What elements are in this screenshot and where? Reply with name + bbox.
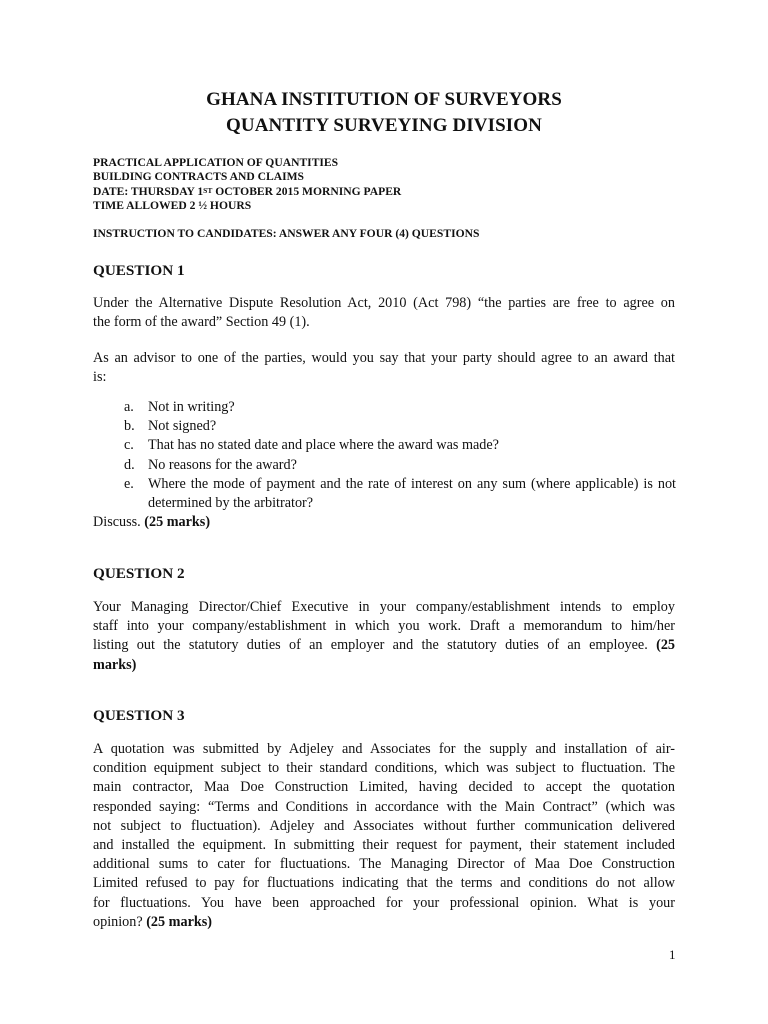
list-item	[124, 475, 676, 513]
list-marker: d.	[124, 456, 135, 473]
q3-line: not subject to fluctuation). Adjeley and Associates without further communication delivered	[93, 817, 675, 834]
q2-line: Your Managing Director/Chief Executive in your company/establishment intends to employ	[93, 599, 675, 615]
list-item	[124, 417, 676, 436]
q1-intro-line: the form of the award” Section 49 (1).	[93, 314, 310, 331]
institution-title: GHANA INSTITUTION OF SURVEYORS	[206, 89, 562, 110]
question-2-heading: QUESTION 2	[93, 565, 185, 582]
question-2-body	[93, 598, 675, 675]
q3-last-line	[93, 913, 675, 932]
question-3-body	[93, 740, 675, 932]
q2-line-text: listing out the statutory duties of an employer and the statutory duties of an employee.	[93, 637, 648, 654]
date-suffix: OCTOBER 2015 MORNING PAPER	[212, 184, 402, 198]
subject-line-1: PRACTICAL APPLICATION OF QUANTITIES	[93, 156, 339, 169]
list-marker: b.	[124, 418, 135, 435]
q3-line: and installed the equipment. In submitting their request for payment, their statement included	[93, 837, 675, 854]
time-allowed: TIME ALLOWED 2 ½ HOURS	[93, 199, 252, 213]
date-superscript: ST	[203, 185, 213, 195]
list-item-text: No reasons for the award?	[148, 456, 297, 473]
q3-line: A quotation was submitted by Adjeley and Associates for the supply and installation of air-	[93, 741, 675, 757]
discuss-label: Discuss.	[93, 514, 141, 530]
question-1-intro	[93, 294, 675, 332]
q3-line: additional sums to cater for fluctuations. The Managing Director of Maa Doe Construction	[93, 856, 675, 873]
list-item	[124, 456, 676, 475]
question-1-heading: QUESTION 1	[93, 262, 185, 279]
q3-line: for fluctuations. You have been approached for your professional opinion. What is your	[93, 894, 675, 911]
q2-line: staff into your company/establishment in which you work. Draft a memorandum to him/her	[93, 618, 675, 635]
exam-date	[93, 185, 401, 199]
subject-line-2: BUILDING CONTRACTS AND CLAIMS	[93, 170, 304, 184]
list-marker: c.	[124, 437, 134, 454]
exam-meta	[93, 156, 401, 214]
list-item-text: Where the mode of payment and the rate of interest on any sum (where applicable) is not determined by the arbitrator?	[148, 475, 676, 512]
question-3-heading: QUESTION 3	[93, 707, 185, 724]
question-1-discuss	[93, 513, 675, 532]
candidate-instruction: INSTRUCTION TO CANDIDATES: ANSWER ANY FOUR (4) QUESTIONS	[93, 227, 480, 240]
marks-label: (25 marks)	[144, 514, 211, 530]
q3-line: responded saying: “Terms and Conditions in accordance with the Main Contract” (which was	[93, 798, 675, 815]
q3-line: main contractor, Maa Doe Construction Limited, having decided to accept the quotation	[93, 779, 675, 796]
q1-intro-line: Under the Alternative Dispute Resolution Act, 2010 (Act 798) “the parties are free to agree on	[93, 295, 675, 311]
list-marker: a.	[124, 399, 134, 415]
list-item-text: Not signed?	[148, 418, 217, 435]
list-item	[124, 436, 676, 455]
list-item	[124, 398, 676, 417]
date-prefix: DATE: THURSDAY 1	[93, 184, 204, 198]
division-title: QUANTITY SURVEYING DIVISION	[226, 115, 542, 136]
marks-label: (25 marks)	[146, 913, 213, 930]
q1-prompt-line: As an advisor to one of the parties, would you say that your party should agree to an award that	[93, 350, 675, 366]
q1-prompt-line: is:	[93, 369, 107, 386]
q3-line: Limited refused to pay for fluctuations indicating that the terms and conditions do not allow	[93, 875, 675, 892]
q2-line	[93, 636, 675, 655]
q3-line: condition equipment subject to their standard conditions, which was subject to fluctuation. The	[93, 760, 675, 777]
question-1-prompt	[93, 349, 675, 387]
marks-label: (25	[656, 637, 676, 654]
page-number: 1	[669, 947, 676, 962]
list-item-text: That has no stated date and place where the award was made?	[148, 437, 499, 454]
marks-label: marks)	[93, 656, 137, 673]
question-1-options	[124, 398, 676, 513]
list-item-text: Not in writing?	[148, 399, 235, 415]
list-marker: e.	[124, 475, 134, 492]
q3-line-text: opinion?	[93, 913, 143, 930]
